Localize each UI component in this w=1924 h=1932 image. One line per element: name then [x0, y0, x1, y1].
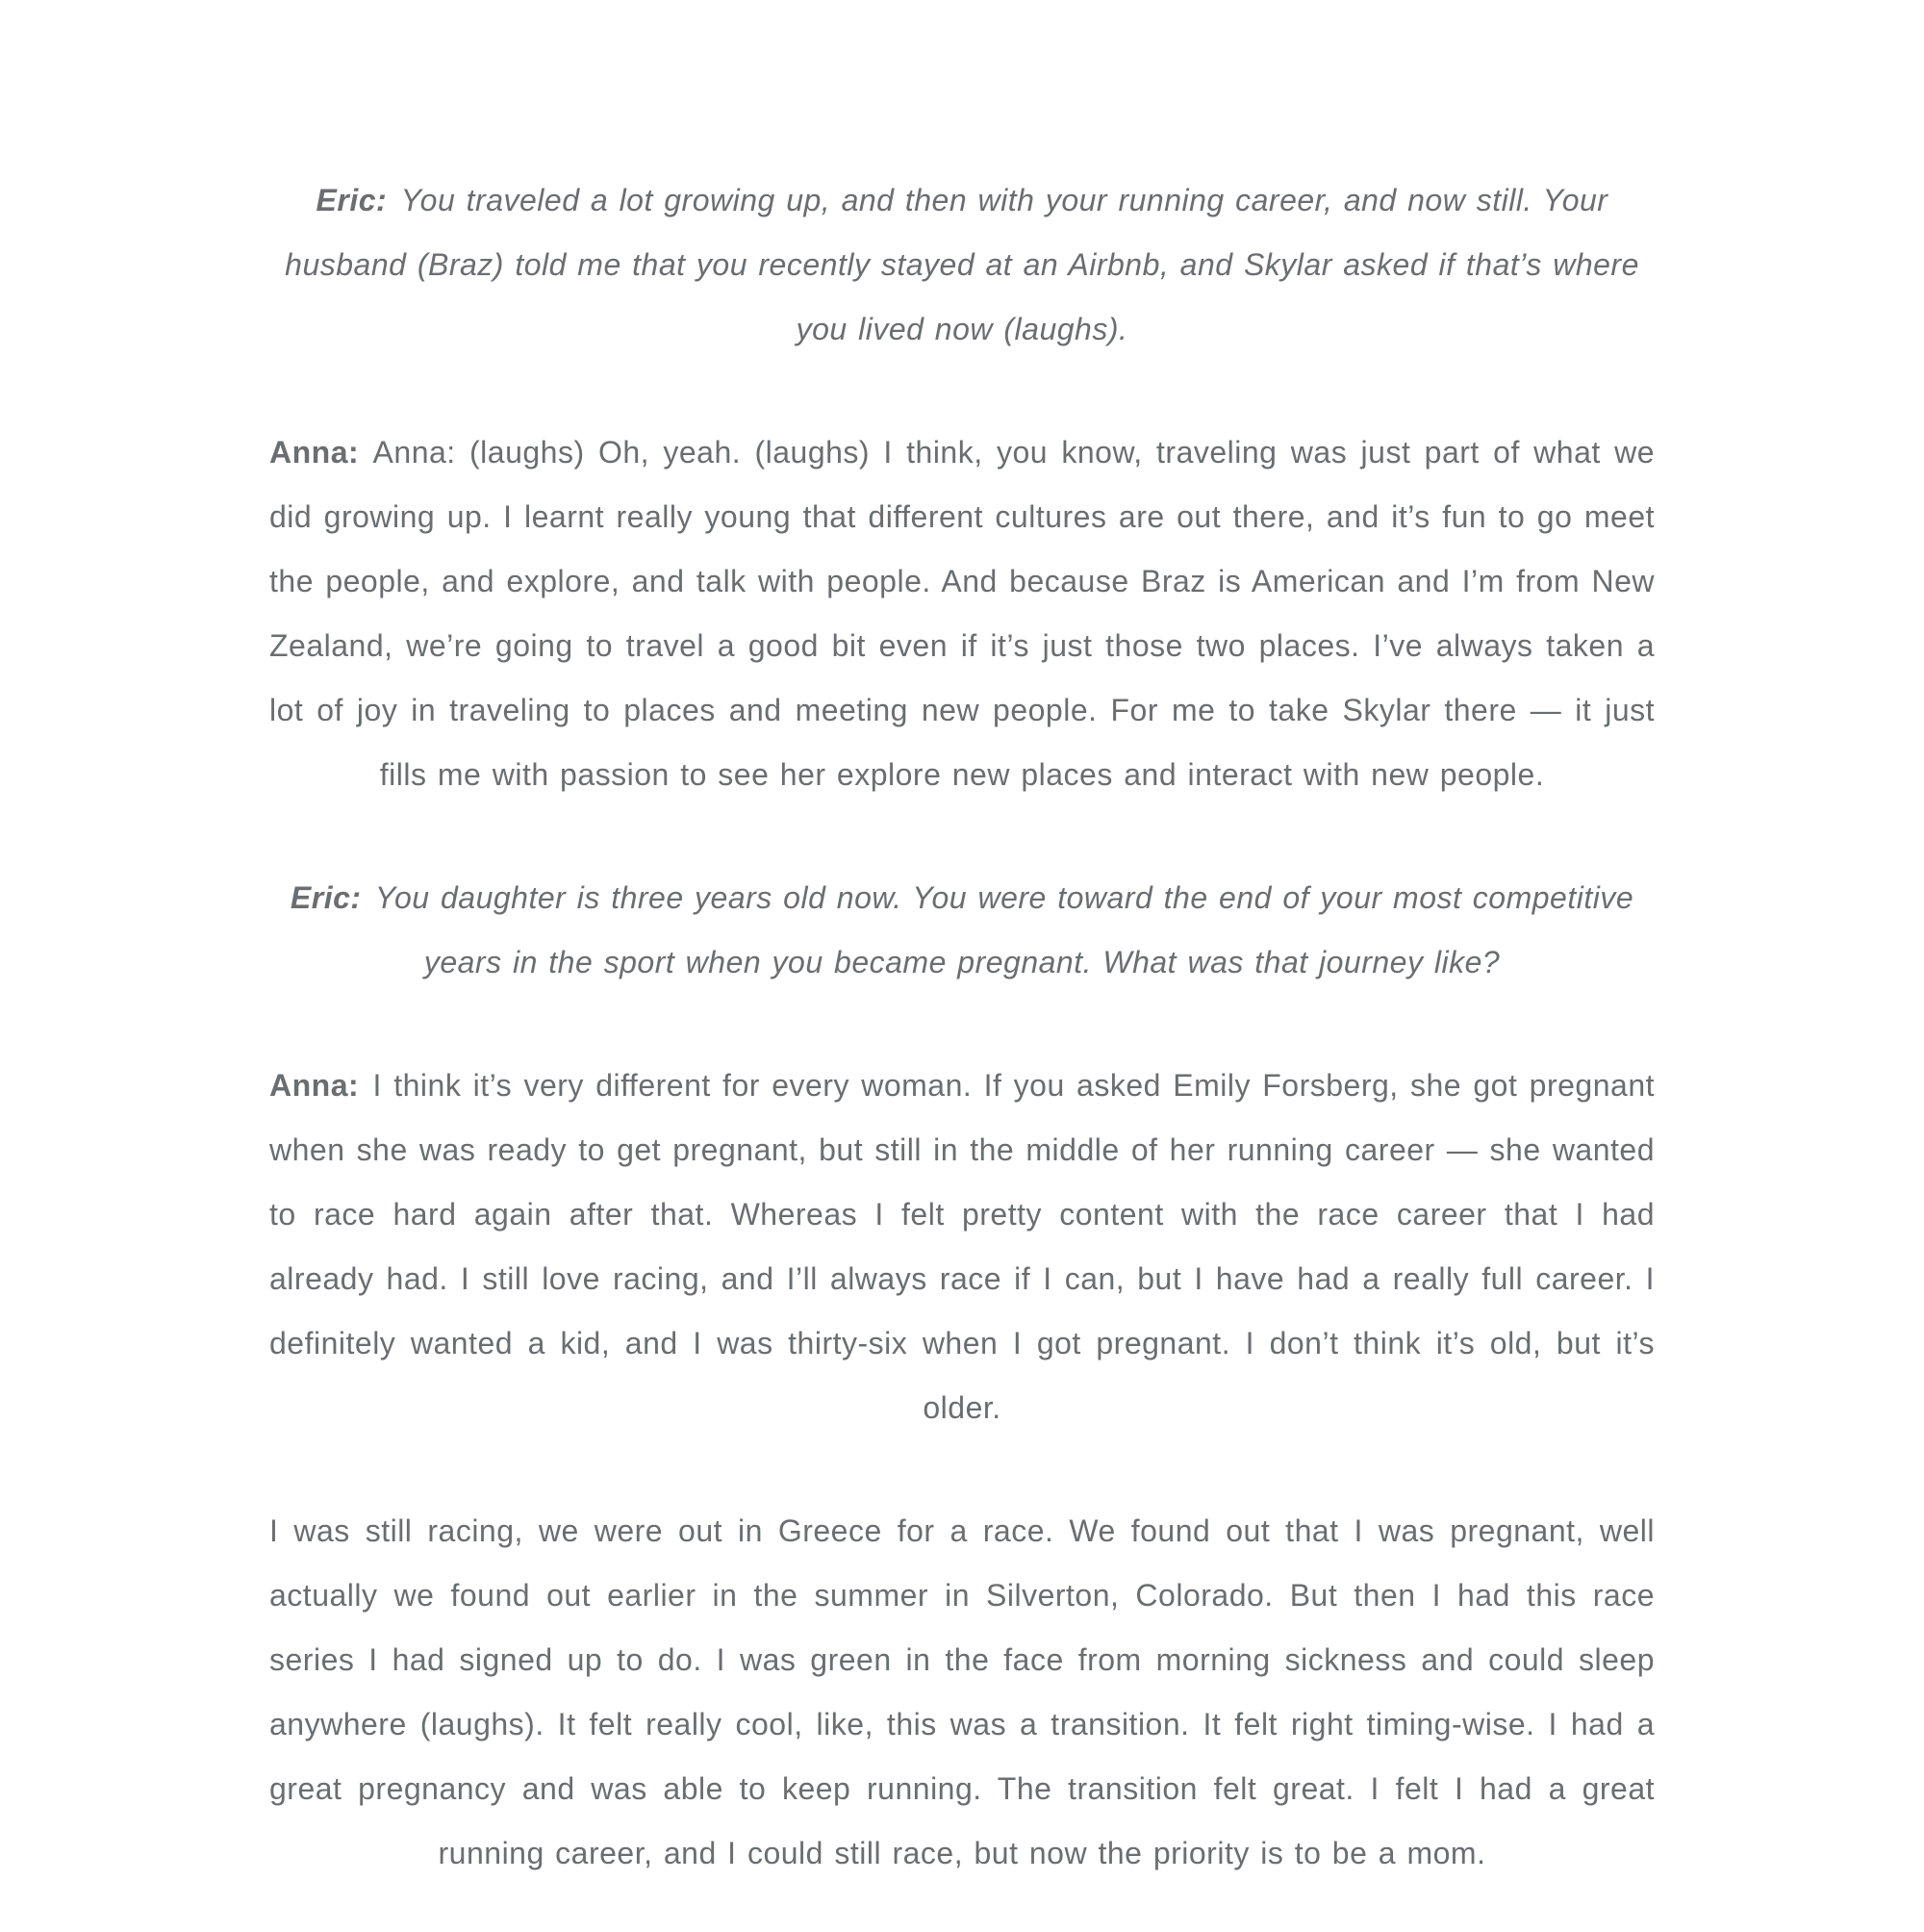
question-paragraph-2: [269, 866, 1655, 995]
question-text-2: You daughter is three years old now. You were toward the end of your most competitive years in the sport when you became pregnant. What was that journey like?: [374, 880, 1634, 979]
answer-text-1: Anna: (laughs) Oh, yeah. (laughs) I think, you know, traveling was just part of what we did growing up. I learnt really young that different cultures are out there, and it’s fun to go meet the people, and explore, and talk with people. And because Braz is American and I’m from New Zealand, we’re going to travel a good bit even if it’s just those two places. I’ve always taken a lot of joy in traveling to places and meeting new people. For me to take Skylar there — it just fills me with passion to see her explore new places and interact with new people.: [269, 435, 1655, 792]
question-text-1: You traveled a lot growing up, and then with your running career, and now still. Your husband (Braz) told me that you recently stayed at an Airbnb, and Skylar asked if that’s where you lived now (laughs).: [285, 183, 1639, 346]
question-paragraph-1: [269, 168, 1655, 362]
answer-paragraph-1: [269, 420, 1655, 807]
answer-paragraph-3: [269, 1499, 1655, 1886]
answer-paragraph-2: [269, 1054, 1655, 1440]
speaker-label-eric: Eric:: [316, 183, 388, 217]
answer-text-2: I think it’s very different for every woman. If you asked Emily Forsberg, she got pregnant when she was ready to get pregnant, but still in the middle of her running career — she wanted to race hard again after that. Whereas I felt pretty content with the race career that I had already had. I still love racing, and I’ll always race if I can, but I have had a really full career. I definitely wanted a kid, and I was thirty-six when I got pregnant. I don’t think it’s old, but it’s older.: [269, 1068, 1655, 1425]
speaker-label-anna: Anna:: [269, 1068, 360, 1103]
interview-transcript: [269, 0, 1655, 1886]
speaker-label-anna: Anna:: [269, 435, 360, 470]
speaker-label-eric: Eric:: [290, 880, 362, 915]
answer-text-3: I was still racing, we were out in Greece for a race. We found out that I was pregnant, well actually we found out earlier in the summer in Silverton, Colorado. But then I had this race series I had signed up to do. I was green in the face from morning sickness and could sleep anywhere (laughs). It felt really cool, like, this was a transition. It felt right timing-wise. I had a great pregnancy and was able to keep running. The transition felt great. I felt I had a great running career, and I could still race, but now the priority is to be a mom.: [269, 1513, 1655, 1870]
